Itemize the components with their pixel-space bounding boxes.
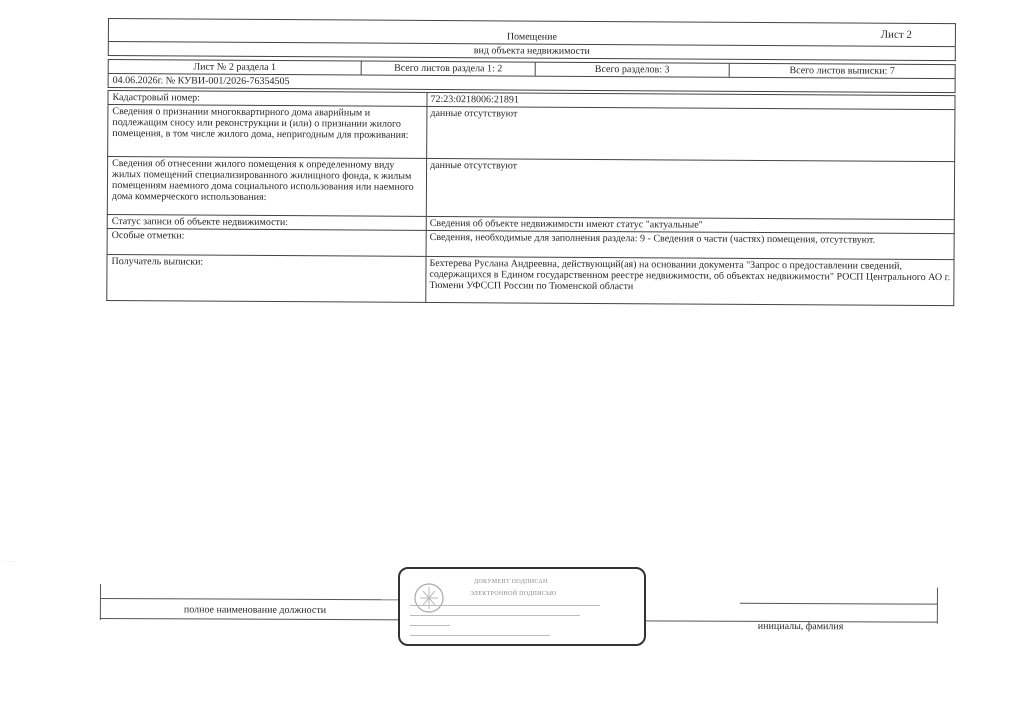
table-row <box>106 255 954 306</box>
row-label: Статус записи об объекте недвижимости: <box>111 216 289 229</box>
object-type-caption: вид объекта недвижимости <box>473 45 590 57</box>
divider <box>100 584 101 620</box>
scan-artifact: ·· ····· <box>2 560 15 565</box>
total-sheets-section: Всего листов раздела 1: 2 <box>361 62 535 76</box>
total-sections: Всего разделов: 3 <box>535 63 729 77</box>
name-label: инициалы, фамилия <box>757 620 844 633</box>
object-title: Помещение <box>506 31 557 43</box>
divider <box>937 588 938 624</box>
divider <box>100 598 400 600</box>
sheet-of-section: Лист № 2 раздела 1 <box>193 61 277 74</box>
row-value: Бехтерева Руслана Андреевна, действующий(ая) на основании документа "Запрос о предоставлении сведений, содержащихся в Едином государственном реестре недвижимости, об объектах недвижимости" РОСП Центрального АО г. Тюмени УФССП России по Тюменской области <box>429 257 951 293</box>
row-value: Сведения, необходимые для заполнения раздела: 9 - Сведения о части (частях) помещения, отсутствуют. <box>429 231 876 246</box>
row-label: Получатель выписки: <box>111 256 204 268</box>
row-label: Особые отметки: <box>111 230 185 242</box>
stamp-line-1: ДОКУМЕНТ ПОДПИСАН <box>474 579 548 585</box>
sheet-number: Лист 2 <box>880 28 912 41</box>
cadastral-number: 72:23:0218006:21891 <box>430 93 519 106</box>
electronic-signature-stamp <box>398 567 646 646</box>
row-value: данные отсутствуют <box>430 107 518 120</box>
row-label: Сведения об отнесении жилого помещения к определенному виду жилых помещений специализированного жилищного фонда, к жилым помещениям наемного дома социального использования или наемного дома коммерческого использования: <box>111 158 414 203</box>
row-value: данные отсутствуют <box>430 159 518 172</box>
cadastral-label: Кадастровый номер: <box>112 92 200 104</box>
row-label: Сведения о признании многоквартирного дома аварийным и подлежащим сносу или реконструкции и (или) о признании жилого помещения, в том числе жилого дома, непригодным для проживания: <box>112 106 409 141</box>
document-sheet <box>106 18 956 306</box>
divider <box>740 603 938 605</box>
stamp-fine-print <box>410 599 630 641</box>
stamp-line-2: ЭЛЕКТРОННОЙ ПОДПИСЬЮ <box>470 591 557 597</box>
row-value: Сведения об объекте недвижимости имеют статус "актуальные" <box>429 217 703 231</box>
table-row <box>107 105 955 162</box>
position-label: полное наименование должности <box>183 604 327 616</box>
document-reference: 04.06.2026г. № КУВИ-001/2026-76354505 <box>112 75 290 88</box>
total-sheets-extract: Всего листов выписки: 7 <box>729 64 955 78</box>
table-row <box>107 157 955 220</box>
